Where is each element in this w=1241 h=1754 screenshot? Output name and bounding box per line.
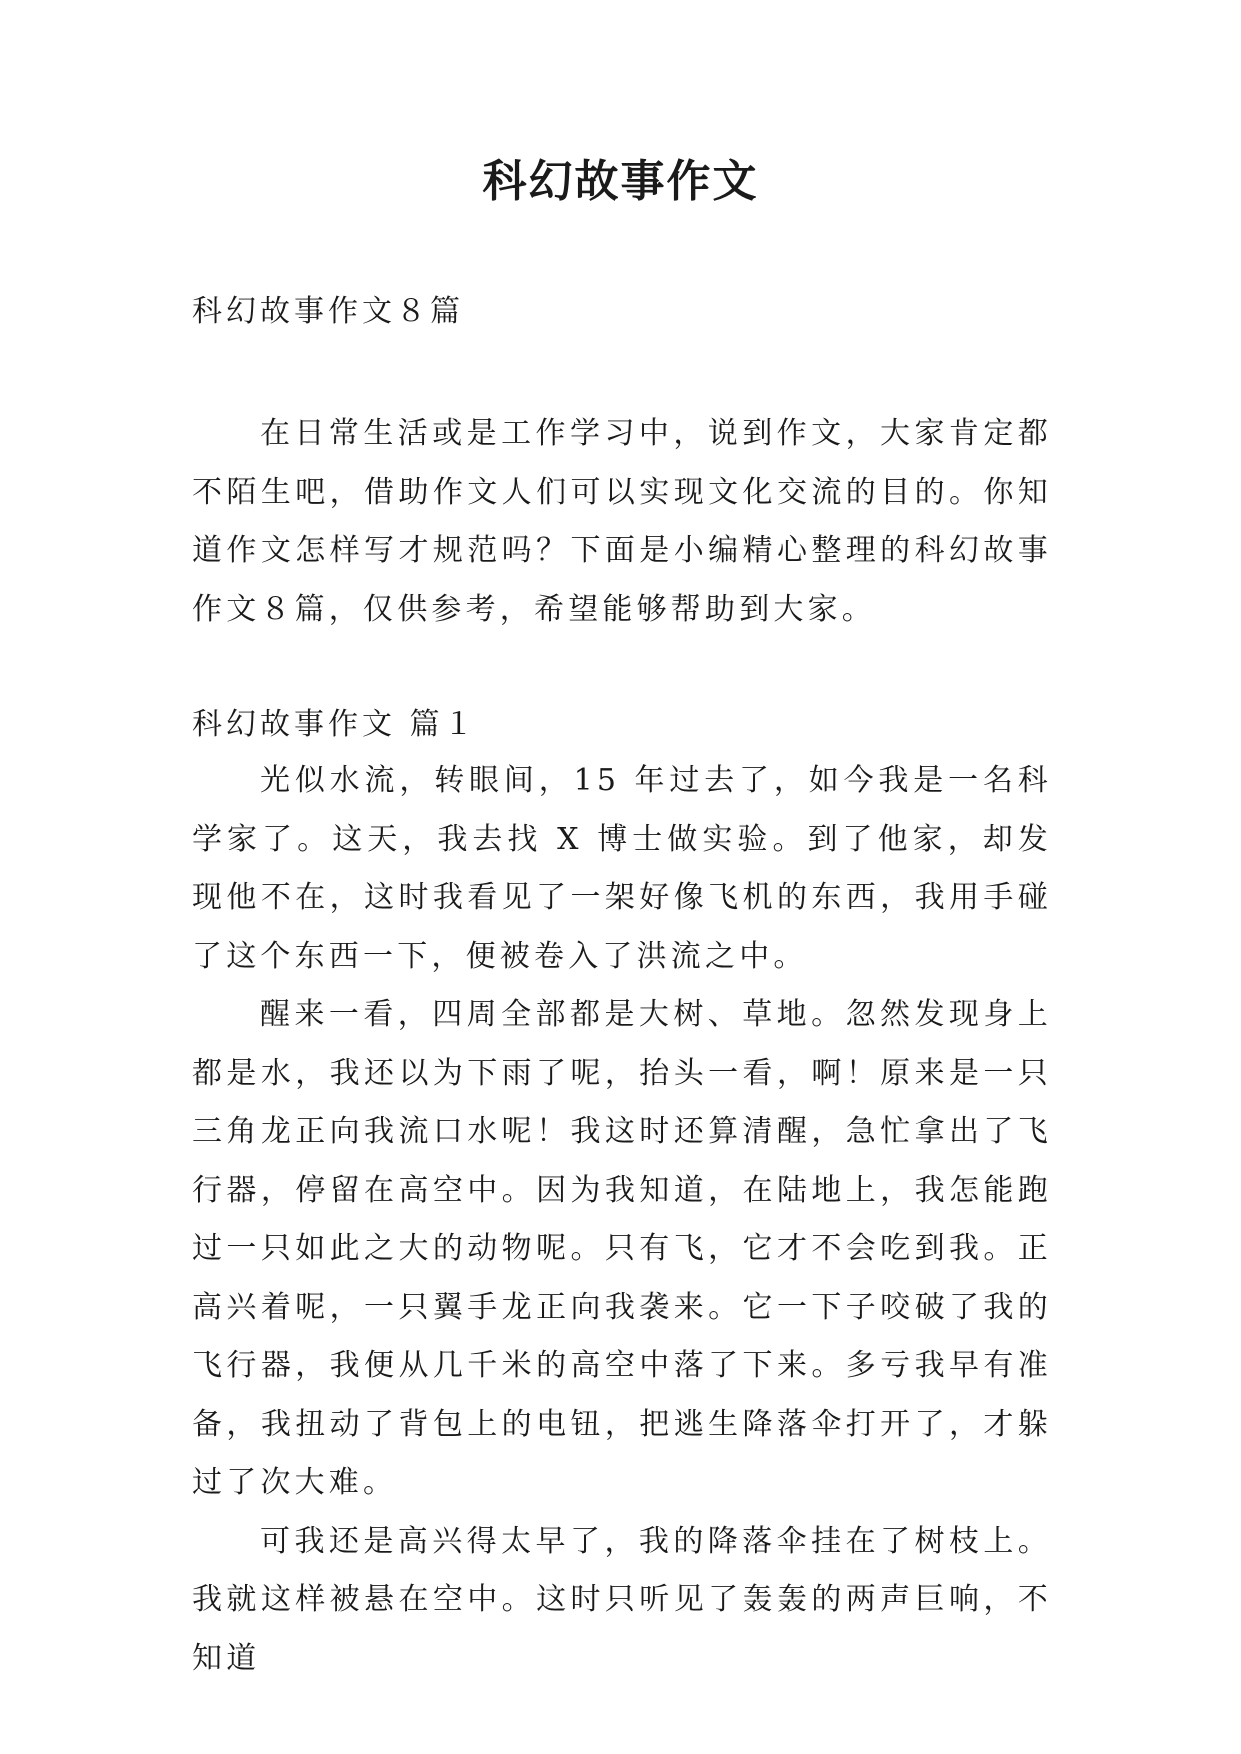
- intro-block: [192, 405, 1052, 639]
- intro-paragraph: 在日常生活或是工作学习中，说到作文，大家肯定都不陌生吧，借助作文人们可以实现文化交流的目的。你知道作文怎样写才规范吗？下面是小编精心整理的科幻故事作文８篇，仅供参考，希望能够帮助到大家。: [192, 416, 1052, 627]
- chapter-body: [192, 752, 1052, 1688]
- body-paragraph: 光似水流，转眼间，15 年过去了，如今我是一名科学家了。这天，我去找 X 博士做实验。到了他家，却发现他不在，这时我看见了一架好像飞机的东西，我用手碰了这个东西一下，便被卷入了洪流之中。: [192, 763, 1052, 974]
- body-paragraph: 可我还是高兴得太早了，我的降落伞挂在了树枝上。我就这样被悬在空中。这时只听见了轰轰的两声巨响，不知道: [192, 1523, 1052, 1676]
- document-subtitle: 科幻故事作文８篇: [192, 294, 464, 329]
- document-title: 科幻故事作文: [482, 156, 759, 207]
- body-paragraph: 醒来一看，四周全部都是大树、草地。忽然发现身上都是水，我还以为下雨了呢，抬头一看，啊！原来是一只三角龙正向我流口水呢！我这时还算清醒，急忙拿出了飞行器，停留在高空中。因为我知道，在陆地上，我怎能跑过一只如此之大的动物呢。只有飞，它才不会吃到我。正高兴着呢，一只翼手龙正向我袭来。它一下子咬破了我的飞行器，我便从几千米的高空中落了下来。多亏我早有准备，我扭动了背包上的电钮，把逃生降落伞打开了，才躲过了次大难。: [192, 997, 1052, 1500]
- section-heading: 科幻故事作文 篇１: [192, 707, 478, 742]
